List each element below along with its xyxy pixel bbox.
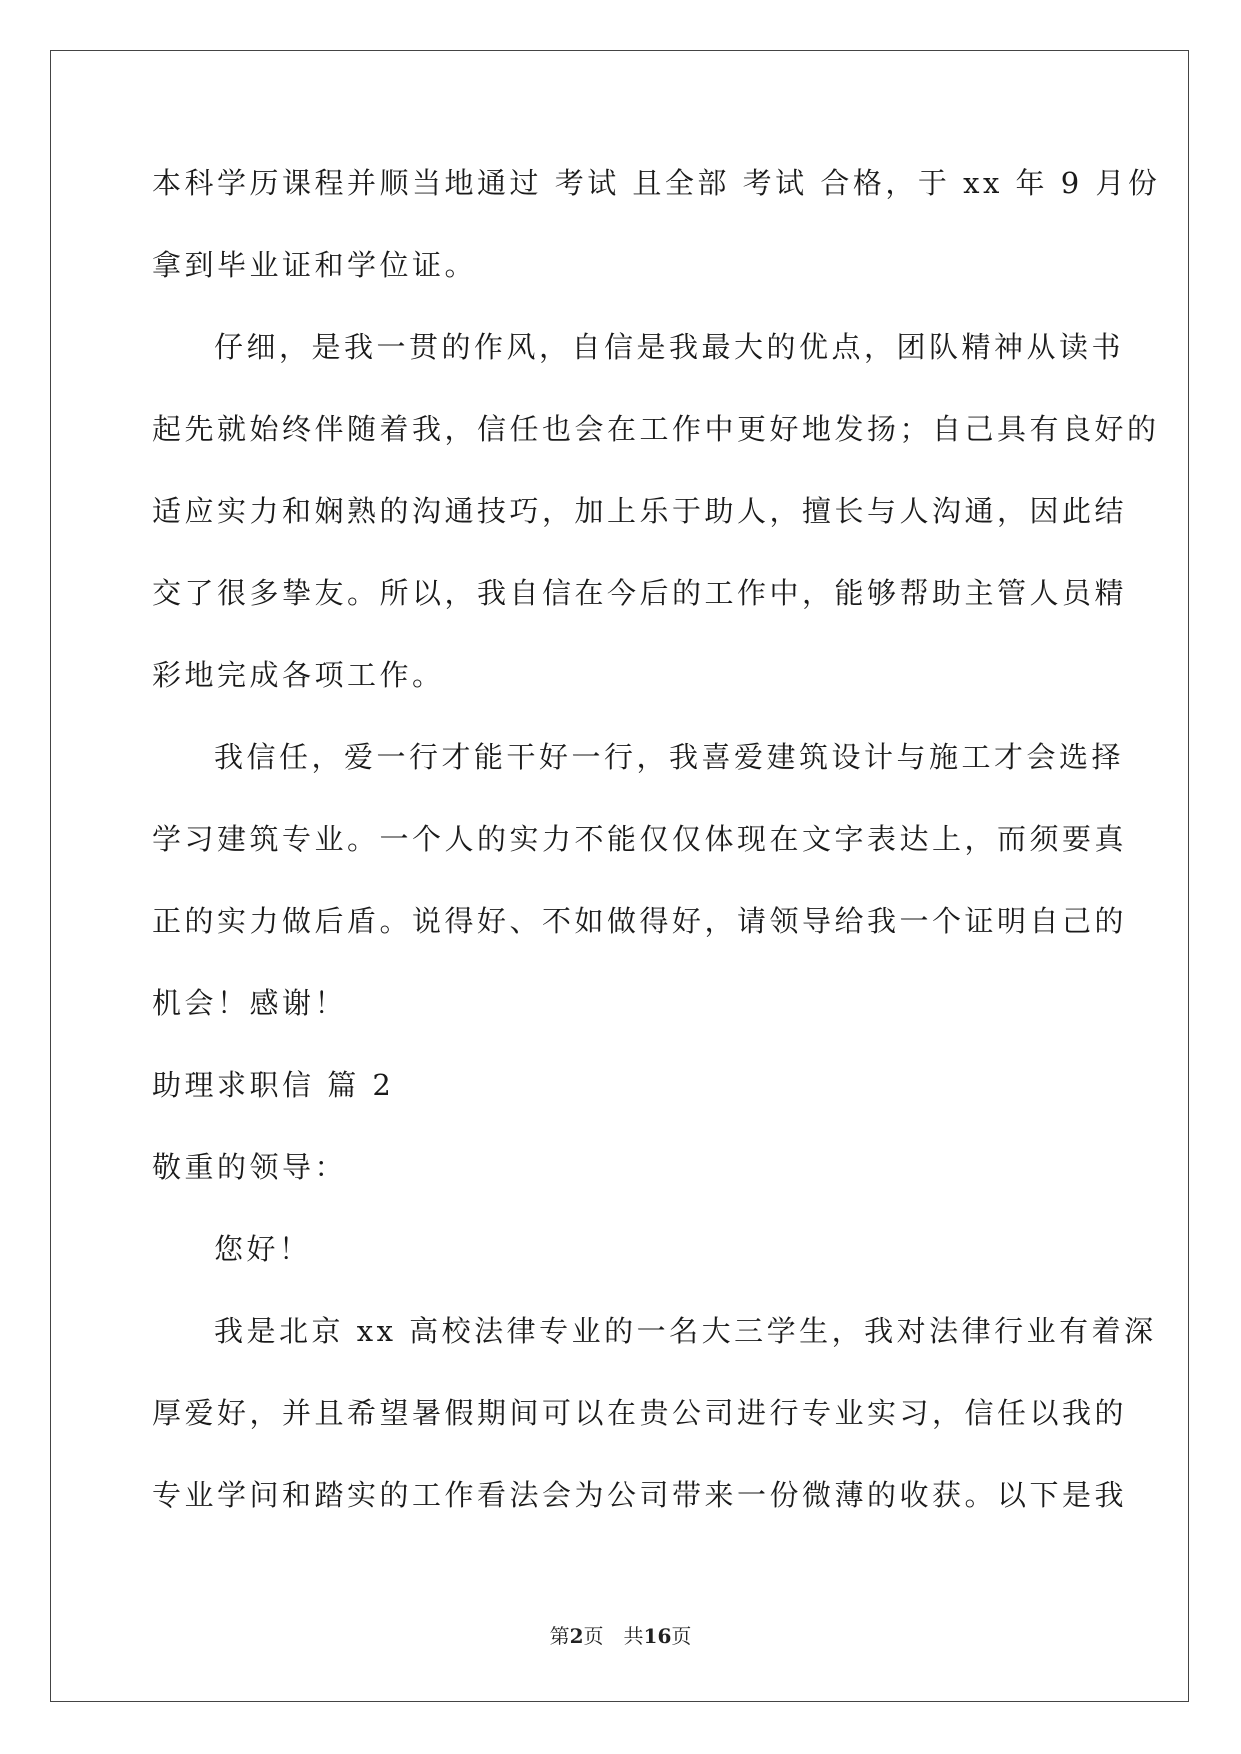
text-line: 彩地完成各项工作。 [152,658,445,692]
section-heading: 助理求职信 篇 2 [152,1068,395,1102]
text-line: 交了很多挚友。所以，我自信在今后的工作中，能够帮助主管人员精 [152,576,1128,610]
text-line: 正的实力做后盾。说得好、不如做得好，请领导给我一个证明自己的 [152,904,1128,938]
footer-total-suffix: 页 [671,1624,692,1648]
text-line: 我是北京 xx 高校法律专业的一名大三学生，我对法律行业有着深 [214,1314,1157,1348]
text-line: 机会！感谢！ [152,986,348,1020]
footer-page-suffix: 页 [583,1624,604,1648]
document-body [152,162,1161,1556]
text-line: 专业学问和踏实的工作看法会为公司带来一份微薄的收获。以下是我 [152,1478,1128,1512]
text-line: 拿到毕业证和学位证。 [152,248,478,282]
text-line: 适应实力和娴熟的沟通技巧，加上乐于助人，擅长与人沟通，因此结 [152,494,1128,528]
text-line: 学习建筑专业。一个人的实力不能仅仅体现在文字表达上，而须要真 [152,822,1128,856]
footer-page-prefix: 第 [549,1624,570,1648]
footer-page-total: 16 [643,1624,672,1648]
greeting: 您好！ [214,1232,312,1266]
text-line: 起先就始终伴随着我，信任也会在工作中更好地发扬；自己具有良好的 [152,412,1160,446]
text-line: 本科学历课程并顺当地通过 考试 且全部 考试 合格，于 xx 年 9 月份 [152,166,1161,200]
text-line: 我信任，爱一行才能干好一行，我喜爱建筑设计与施工才会选择 [214,740,1125,774]
footer-total-prefix: 共 [623,1624,644,1648]
text-line: 仔细，是我一贯的作风，自信是我最大的优点，团队精神从读书 [214,330,1125,364]
salutation: 敬重的领导： [152,1150,348,1184]
page-footer [0,1620,1241,1649]
text-line: 厚爱好，并且希望暑假期间可以在贵公司进行专业实习，信任以我的 [152,1396,1128,1430]
footer-page-current: 2 [569,1624,584,1648]
